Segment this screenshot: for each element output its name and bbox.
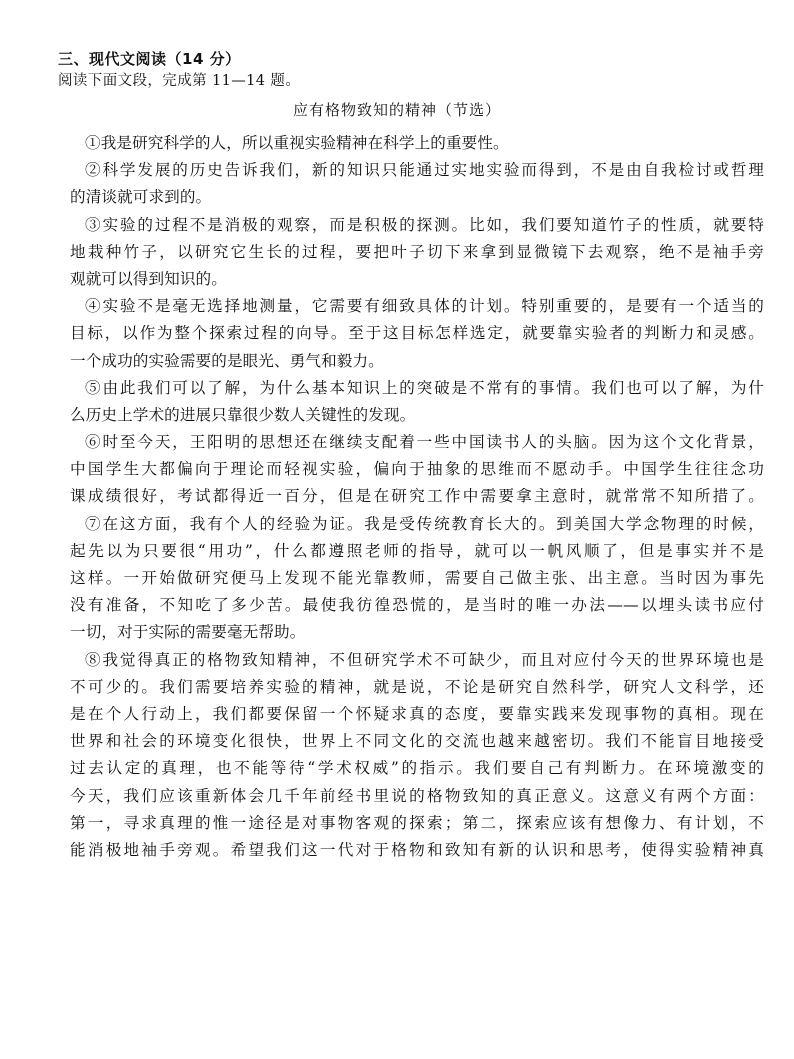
article-line: 观就可以得到知识的。 <box>70 269 227 288</box>
instruction-text: 阅读下面文段，完成第 11—14 题。 <box>58 73 301 89</box>
article-line: 的清谈就可求到的。 <box>70 188 212 207</box>
article-line: 地栽种竹子，以研究它生长的过程，要把叶子切下来拿到显微镜下去观察，绝不是袖手旁 <box>70 242 764 261</box>
article-title: 应有格物致知的精神（节选） <box>292 101 501 119</box>
article-line: ⑧我觉得真正的格物致知精神，不但研究学术不可缺少，而且对应付今天的世界环境也是 <box>85 650 764 669</box>
article-line: ①我是研究科学的人，所以重视实验精神在科学上的重要性。 <box>85 134 509 152</box>
article-line: 么历史上学术的进展只靠很少数人关键性的发现。 <box>70 405 416 424</box>
article-line: 这样。一开始做研究便马上发现不能光靠教师，需要自己做主张、出主意。当时因为事先 <box>70 569 764 587</box>
article-line: 目标，以作为整个探索过程的向导。至于这目标怎样选定，就要靠实验者的判断力和灵感。 <box>70 324 764 343</box>
article-line: ③实验的过程不是消极的观察，而是积极的探测。比如，我们要知道竹子的性质，就要特 <box>85 215 764 234</box>
article-line: 一个成功的实验需要的是眼光、勇气和毅力。 <box>70 351 384 370</box>
article-line: ②科学发展的历史告诉我们，新的知识只能通过实地实验而得到，不是由自我检讨或哲理 <box>85 161 764 180</box>
article-line: 一切，对于实际的需要毫无帮助。 <box>70 623 306 642</box>
article-line: 起先以为只要很“用功”，什么都遵照老师的指导，就可以一帆风顺了，但是事实并不是 <box>70 541 764 560</box>
article-line: 能消极地袖手旁观。希望我们这一代对于格物和致知有新的认识和思考，使得实验精神真 <box>70 840 764 859</box>
article-line: 过去认定的真理，也不能等待“学术权威”的指示。我们要自己有判断力。在环境激变的 <box>70 759 764 778</box>
article-line: 没有准备，不知吃了多少苦。最使我彷徨恐慌的，是当时的唯一办法——以埋头读书应付 <box>70 596 764 615</box>
section-heading: 三、现代文阅读（14 分） <box>58 50 241 68</box>
article-line: ④实验不是毫无选择地测量，它需要有细致具体的计划。特别重要的，是要有一个适当的 <box>85 297 764 316</box>
article-line: 今天，我们应该重新体会几千年前经书里说的格物致知的真正意义。这意义有两个方面： <box>70 786 764 805</box>
article-line: 课成绩很好，考试都得近一百分，但是在研究工作中需要拿主意时，就常常不知所措了。 <box>70 487 764 506</box>
article-line: 世界和社会的环境变化很快，世界上不同文化的交流也越来越密切。我们不能盲目地接受 <box>70 732 764 751</box>
article-line: 第一，寻求真理的惟一途径是对事物客观的探索；第二，探索应该有想像力、有计划，不 <box>70 813 764 832</box>
article-line: ⑤由此我们可以了解，为什么基本知识上的突破是不常有的事情。我们也可以了解，为什 <box>85 378 764 397</box>
article-line: ⑥时至今天，王阳明的思想还在继续支配着一些中国读书人的头脑。因为这个文化背景， <box>85 433 764 452</box>
article-line: ⑦在这方面，我有个人的经验为证。我是受传统教育长大的。到美国大学念物理的时候， <box>85 514 764 533</box>
article-body <box>70 130 764 864</box>
article-line: 是在个人行动上，我们都要保留一个怀疑求真的态度，要靠实践来发现事物的真相。现在 <box>70 704 764 723</box>
article-line: 中国学生大都偏向于理论而轻视实验，偏向于抽象的思维而不愿动手。中国学生往往念功 <box>70 460 764 479</box>
article-line: 不可少的。我们需要培养实验的精神，就是说，不论是研究自然科学，研究人文科学，还 <box>70 677 764 696</box>
